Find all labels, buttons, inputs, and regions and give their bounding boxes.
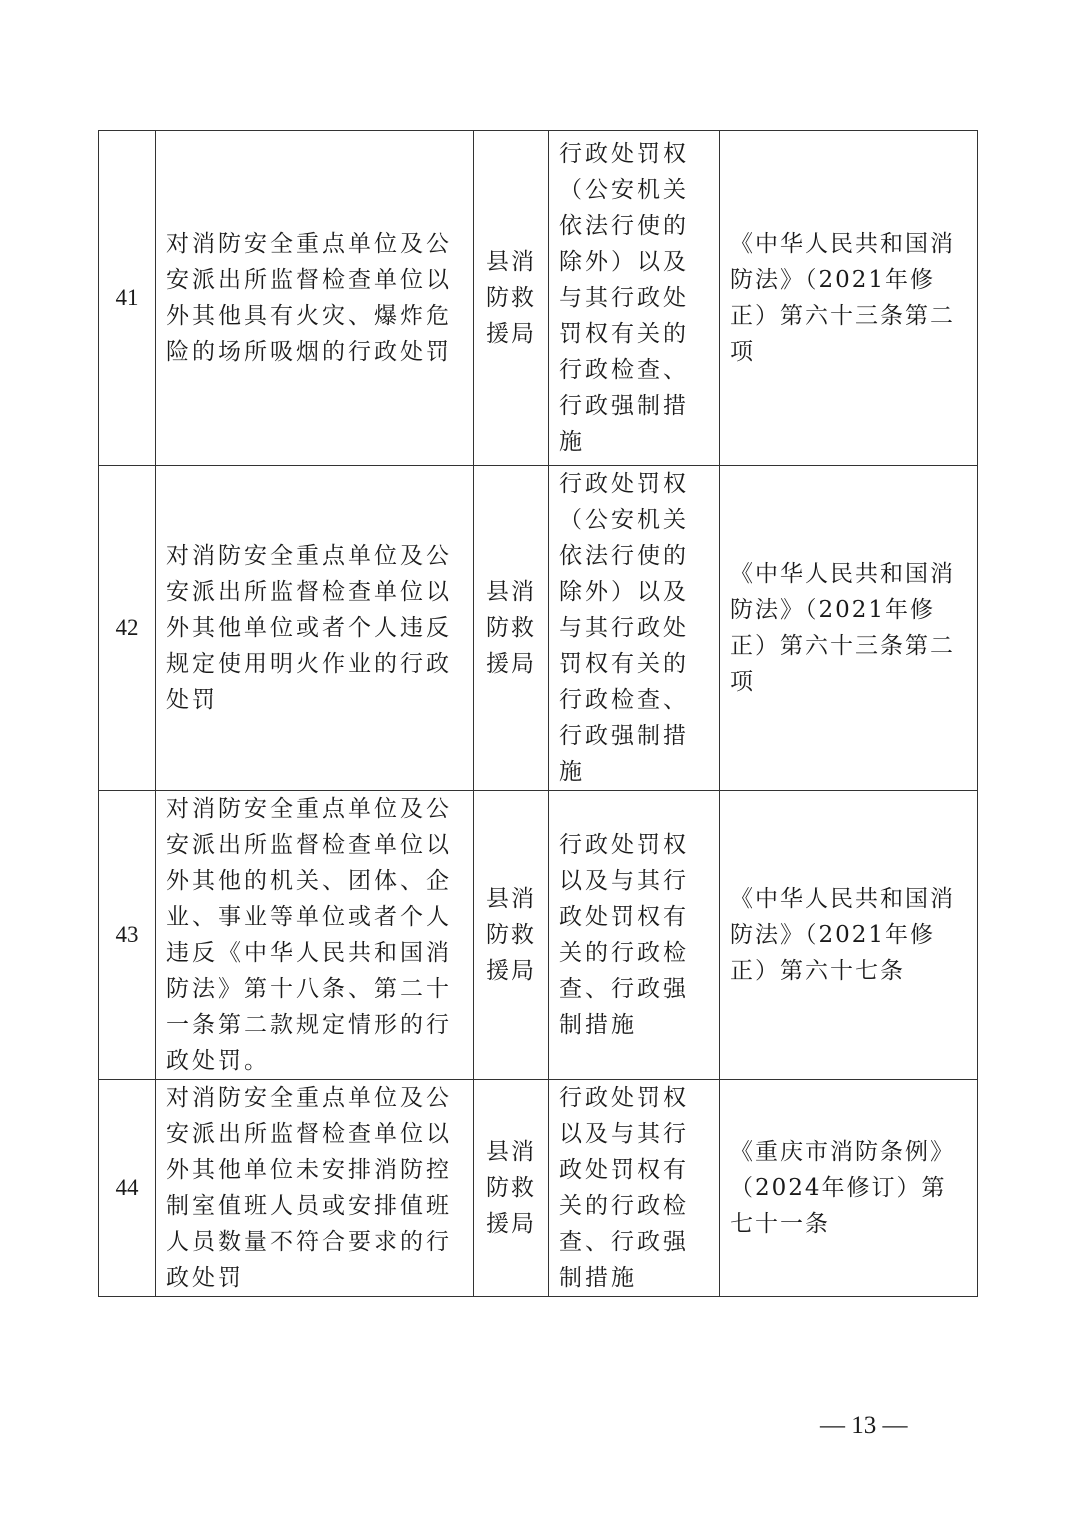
table-row xyxy=(99,466,978,791)
power-type: 行政处罚权（公安机关依法行使的除外）以及与其行政处罚权有关的行政检查、行政强制措施 xyxy=(549,131,720,466)
item-name: 对消防安全重点单位及公安派出所监督检查单位以外其他单位或者个人违反规定使用明火作业的行政处罚 xyxy=(156,466,474,791)
administrative-penalty-table xyxy=(98,130,978,1297)
row-number: 44 xyxy=(99,1080,156,1297)
row-number: 43 xyxy=(99,791,156,1080)
legal-basis: 《中华人民共和国消防法》（2021年修正）第六十三条第二项 xyxy=(720,466,978,791)
department: 县消防救援局 xyxy=(474,791,549,1080)
page-number: — 13 — xyxy=(820,1412,908,1439)
department: 县消防救援局 xyxy=(474,466,549,791)
table-row xyxy=(99,1080,978,1297)
legal-basis: 《重庆市消防条例》（2024年修订）第七十一条 xyxy=(720,1080,978,1297)
department: 县消防救援局 xyxy=(474,131,549,466)
item-name: 对消防安全重点单位及公安派出所监督检查单位以外其他单位未安排消防控制室值班人员或安排值班人员数量不符合要求的行政处罚 xyxy=(156,1080,474,1297)
department: 县消防救援局 xyxy=(474,1080,549,1297)
legal-basis: 《中华人民共和国消防法》（2021年修正）第六十三条第二项 xyxy=(720,131,978,466)
item-name: 对消防安全重点单位及公安派出所监督检查单位以外其他的机关、团体、企业、事业等单位或者个人违反《中华人民共和国消防法》第十八条、第二十一条第二款规定情形的行政处罚。 xyxy=(156,791,474,1080)
power-type: 行政处罚权以及与其行政处罚权有关的行政检查、行政强制措施 xyxy=(549,791,720,1080)
row-number: 41 xyxy=(99,131,156,466)
item-name: 对消防安全重点单位及公安派出所监督检查单位以外其他具有火灾、爆炸危险的场所吸烟的行政处罚 xyxy=(156,131,474,466)
legal-basis: 《中华人民共和国消防法》（2021年修正）第六十七条 xyxy=(720,791,978,1080)
table-row xyxy=(99,791,978,1080)
row-number: 42 xyxy=(99,466,156,791)
power-type: 行政处罚权以及与其行政处罚权有关的行政检查、行政强制措施 xyxy=(549,1080,720,1297)
table-row xyxy=(99,131,978,466)
power-type: 行政处罚权（公安机关依法行使的除外）以及与其行政处罚权有关的行政检查、行政强制措施 xyxy=(549,466,720,791)
